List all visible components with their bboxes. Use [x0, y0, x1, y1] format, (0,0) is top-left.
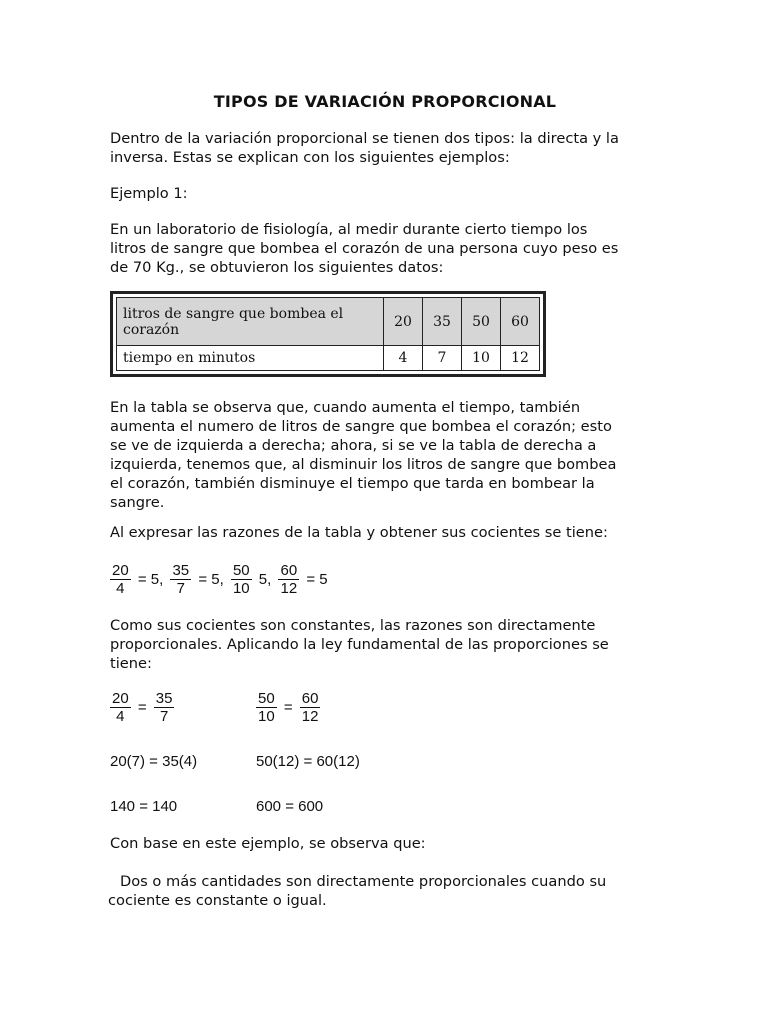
fraction — [110, 690, 131, 725]
fraction — [231, 562, 252, 597]
text-line: cociente es constante o igual. — [108, 892, 327, 909]
fraction — [154, 690, 175, 725]
text-line: izquierda, tenemos que, al disminuir los litros de sangre que bombea — [110, 456, 617, 473]
observation-paragraph — [110, 398, 616, 512]
text-line: Dentro de la variación proporcional se tienen dos tipos: la directa y la — [110, 130, 619, 147]
table-cell: 12 — [501, 346, 540, 371]
fraction — [278, 562, 299, 597]
product-left: 20(7) = 35(4) — [110, 753, 198, 770]
ratios-intro: Al expresar las razones de la tabla y obtener sus cocientes se tiene: — [110, 524, 608, 541]
fraction — [256, 690, 277, 725]
numerator: 50 — [232, 562, 250, 579]
denominator: 7 — [176, 580, 185, 597]
text-line: el corazón, también disminuye el tiempo que tarda en bombear la — [110, 475, 595, 492]
denominator: 7 — [159, 708, 169, 725]
denominator: 10 — [232, 580, 250, 597]
equals-sign: = — [137, 699, 147, 716]
table-cell: 7 — [423, 346, 462, 371]
text-line: Dos o más cantidades son directamente proporcionales cuando su — [120, 873, 607, 890]
table-cell: 35 — [423, 298, 462, 346]
intro-paragraph — [110, 129, 619, 167]
ratio-result: 5, — [258, 571, 272, 588]
ratio-result: = 5, — [198, 571, 224, 588]
table-cell: 50 — [462, 298, 501, 346]
table-cell-label: tiempo en minutos — [117, 346, 384, 371]
fraction — [300, 690, 321, 725]
document-title: TIPOS DE VARIACIÓN PROPORCIONAL — [213, 92, 557, 111]
proportion-right — [256, 690, 320, 725]
lab-paragraph — [110, 220, 618, 277]
text-line: de 70 Kg., se obtuvieron los siguientes datos: — [110, 259, 444, 276]
data-table — [116, 297, 540, 371]
table-cell: 60 — [501, 298, 540, 346]
results-row — [110, 798, 324, 815]
denominator: 4 — [116, 580, 125, 597]
ratios-equation — [110, 562, 331, 597]
conclusion-intro: Con base en este ejemplo, se observa que: — [110, 835, 426, 852]
table-cell: 20 — [384, 298, 423, 346]
text-line: tiene: — [110, 655, 152, 672]
example-label: Ejemplo 1: — [110, 185, 188, 202]
fraction — [170, 562, 191, 597]
denominator: 4 — [116, 708, 125, 725]
product-right: 50(12) = 60(12) — [256, 753, 360, 770]
numerator: 60 — [301, 690, 319, 707]
ratio-result: = 5, — [137, 571, 164, 588]
text-line: aumenta el numero de litros de sangre que bombea el corazón; esto — [110, 418, 612, 435]
proportion-left — [110, 690, 174, 725]
table-cell-label: litros de sangre que bombea el corazón — [117, 298, 384, 346]
conclusion-paragraph — [108, 872, 606, 910]
denominator: 12 — [301, 708, 319, 725]
numerator: 60 — [280, 562, 298, 579]
table-row — [117, 346, 540, 371]
ratio-result: = 5 — [306, 571, 328, 588]
table-row — [117, 298, 540, 346]
result-right: 600 = 600 — [256, 798, 324, 815]
table-cell: 4 — [384, 346, 423, 371]
text-line: En la tabla se observa que, cuando aumenta el tiempo, también — [110, 399, 581, 416]
constants-paragraph — [110, 616, 609, 673]
text-line: sangre. — [110, 494, 165, 511]
text-line: litros de sangre que bombea el corazón de una persona cuyo peso es — [110, 240, 619, 257]
numerator: 35 — [172, 562, 190, 579]
numerator: 20 — [112, 690, 129, 707]
text-line: inversa. Estas se explican con los siguientes ejemplos: — [110, 149, 510, 166]
text-line: Como sus cocientes son constantes, las razones son directamente — [110, 617, 596, 634]
numerator: 50 — [258, 690, 275, 707]
fraction — [110, 562, 131, 597]
text-line: En un laboratorio de fisiología, al medir durante cierto tiempo los — [110, 221, 588, 238]
data-table-frame — [110, 291, 546, 377]
result-left: 140 = 140 — [110, 798, 178, 815]
denominator: 12 — [280, 580, 298, 597]
text-line: se ve de izquierda a derecha; ahora, si se ve la tabla de derecha a — [110, 437, 597, 454]
products-row — [110, 753, 360, 770]
numerator: 20 — [112, 562, 129, 579]
table-cell: 10 — [462, 346, 501, 371]
text-line: proporcionales. Aplicando la ley fundamental de las proporciones se — [110, 636, 609, 653]
denominator: 10 — [258, 708, 275, 725]
equals-sign: = — [283, 699, 293, 716]
numerator: 35 — [155, 690, 173, 707]
